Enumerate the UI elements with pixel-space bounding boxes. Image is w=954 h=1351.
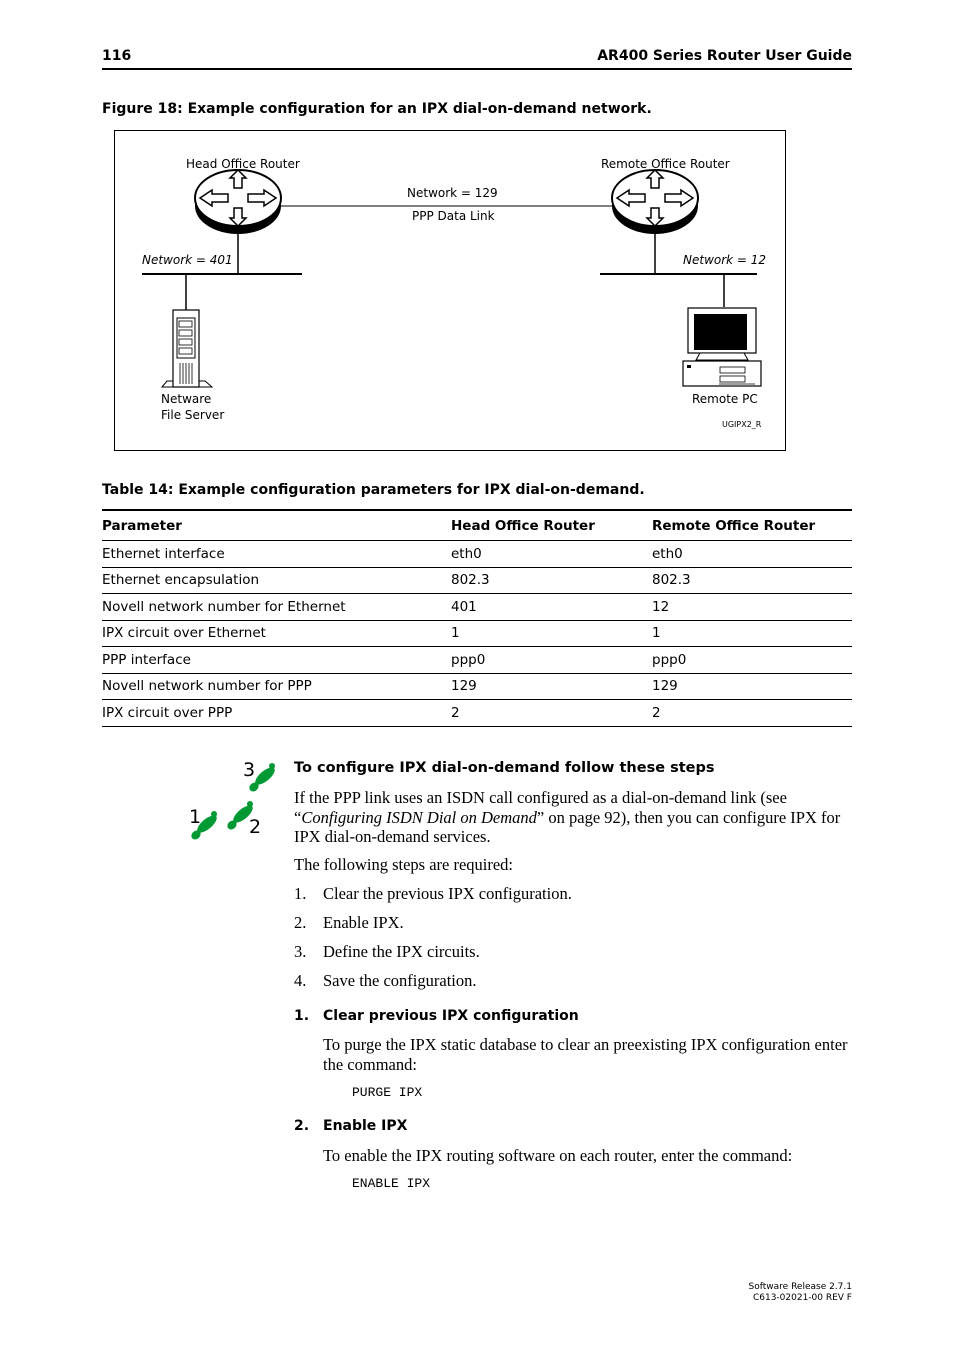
steps-intro: The following steps are required:	[294, 855, 514, 874]
step-item-4-number: 4.	[294, 971, 307, 990]
remote-router-label: Remote Office Router	[601, 157, 730, 171]
table-cell: 401	[451, 594, 652, 621]
header-rule	[102, 68, 852, 70]
table-cell: ppp0	[451, 647, 652, 674]
table-cell: 1	[451, 620, 652, 647]
network-diagram	[114, 130, 786, 451]
substep-1-heading: Clear previous IPX configuration	[323, 1008, 579, 1024]
head-network-label: Network = 401	[142, 253, 233, 267]
table-cell: eth0	[451, 541, 652, 568]
column-header-head-office: Head Office Router	[451, 510, 652, 541]
link-type-label: PPP Data Link	[412, 209, 495, 223]
document-title: AR400 Series Router User Guide	[597, 48, 852, 64]
page-footer	[749, 1282, 852, 1304]
table-cell: 2	[652, 700, 852, 727]
table-cell: eth0	[652, 541, 852, 568]
table-cell: Novell network number for PPP	[102, 673, 451, 700]
table-row	[102, 647, 852, 674]
table-cell: PPP interface	[102, 647, 451, 674]
step-item-3-number: 3.	[294, 942, 307, 961]
table-cell: 2	[451, 700, 652, 727]
table-cell: 12	[652, 594, 852, 621]
figure-caption: Figure 18: Example configuration for an IPX dial-on-demand network.	[102, 101, 652, 117]
intro-paragraph	[294, 788, 854, 847]
page-number: 116	[102, 48, 132, 64]
figure-id: UGIPX2_R	[722, 420, 762, 429]
remote-router-icon	[612, 170, 698, 234]
intro-cross-reference: Configuring ISDN Dial on Demand	[301, 807, 537, 827]
table-row	[102, 594, 852, 621]
table-cell: IPX circuit over PPP	[102, 700, 451, 727]
footsteps-drawing	[186, 757, 276, 841]
enable-ipx-command: ENABLE IPX	[352, 1176, 431, 1191]
table-row	[102, 620, 852, 647]
link-network-label: Network = 129	[407, 186, 498, 200]
step-item-1-number: 1.	[294, 884, 307, 903]
substep-2-number: 2.	[294, 1118, 310, 1134]
footer-release: Software Release 2.7.1	[748, 1282, 852, 1292]
head-router-label: Head Office Router	[186, 157, 300, 171]
step-number-1: 1	[189, 806, 202, 828]
table-cell: 1	[652, 620, 852, 647]
footsteps-icon	[186, 757, 276, 845]
remote-network-label: Network = 12	[683, 253, 767, 267]
step-number-2: 2	[249, 816, 262, 838]
table-row	[102, 541, 852, 568]
table-cell: ppp0	[652, 647, 852, 674]
table-cell: 802.3	[652, 567, 852, 594]
intro-text-after: ” on page 92), then you can configure IPX for IPX dial-on-demand services.	[294, 807, 841, 846]
table-cell: IPX circuit over Ethernet	[102, 620, 451, 647]
column-header-remote-office: Remote Office Router	[652, 510, 852, 541]
table-cell: Ethernet interface	[102, 541, 451, 568]
remote-pc-label: Remote PC	[692, 392, 758, 406]
step-item-2-number: 2.	[294, 913, 307, 932]
table-cell: Ethernet encapsulation	[102, 567, 451, 594]
section-heading: To configure IPX dial-on-demand follow these steps	[294, 760, 715, 776]
table-header-row	[102, 510, 852, 541]
parameters-table	[102, 509, 852, 727]
step-item-3-text: Define the IPX circuits.	[323, 942, 480, 961]
purge-ipx-command: PURGE IPX	[352, 1085, 423, 1100]
table-row	[102, 567, 852, 594]
table-caption: Table 14: Example configuration parameters for IPX dial-on-demand.	[102, 482, 645, 498]
table-row	[102, 673, 852, 700]
table-cell: 129	[652, 673, 852, 700]
table-row	[102, 700, 852, 727]
step-number-3: 3	[243, 759, 256, 781]
file-server-icon	[162, 310, 212, 387]
table-cell: Novell network number for Ethernet	[102, 594, 451, 621]
column-header-parameter: Parameter	[102, 510, 451, 541]
substep-2-text: To enable the IPX routing software on each router, enter the command:	[323, 1146, 793, 1165]
substep-2-heading: Enable IPX	[323, 1118, 408, 1134]
step-item-1-text: Clear the previous IPX configuration.	[323, 884, 572, 903]
substep-1-number: 1.	[294, 1008, 310, 1024]
step-item-2-text: Enable IPX.	[323, 913, 404, 932]
intro-text-before: If the PPP link uses an ISDN call configured as a dial-on-demand link (see “	[294, 788, 787, 827]
server-label-line2: File Server	[161, 408, 225, 422]
network-diagram-drawing	[115, 131, 787, 452]
server-label-line1: Netware	[161, 392, 212, 406]
substep-1-text: To purge the IPX static database to clear an preexisting IPX configuration enter the command:	[323, 1035, 848, 1074]
head-router-icon	[195, 170, 281, 234]
table-cell: 802.3	[451, 567, 652, 594]
footer-doc-number: C613-02021-00 REV F	[752, 1293, 852, 1303]
remote-pc-icon	[683, 308, 761, 386]
step-item-4-text: Save the configuration.	[323, 971, 477, 990]
table-cell: 129	[451, 673, 652, 700]
